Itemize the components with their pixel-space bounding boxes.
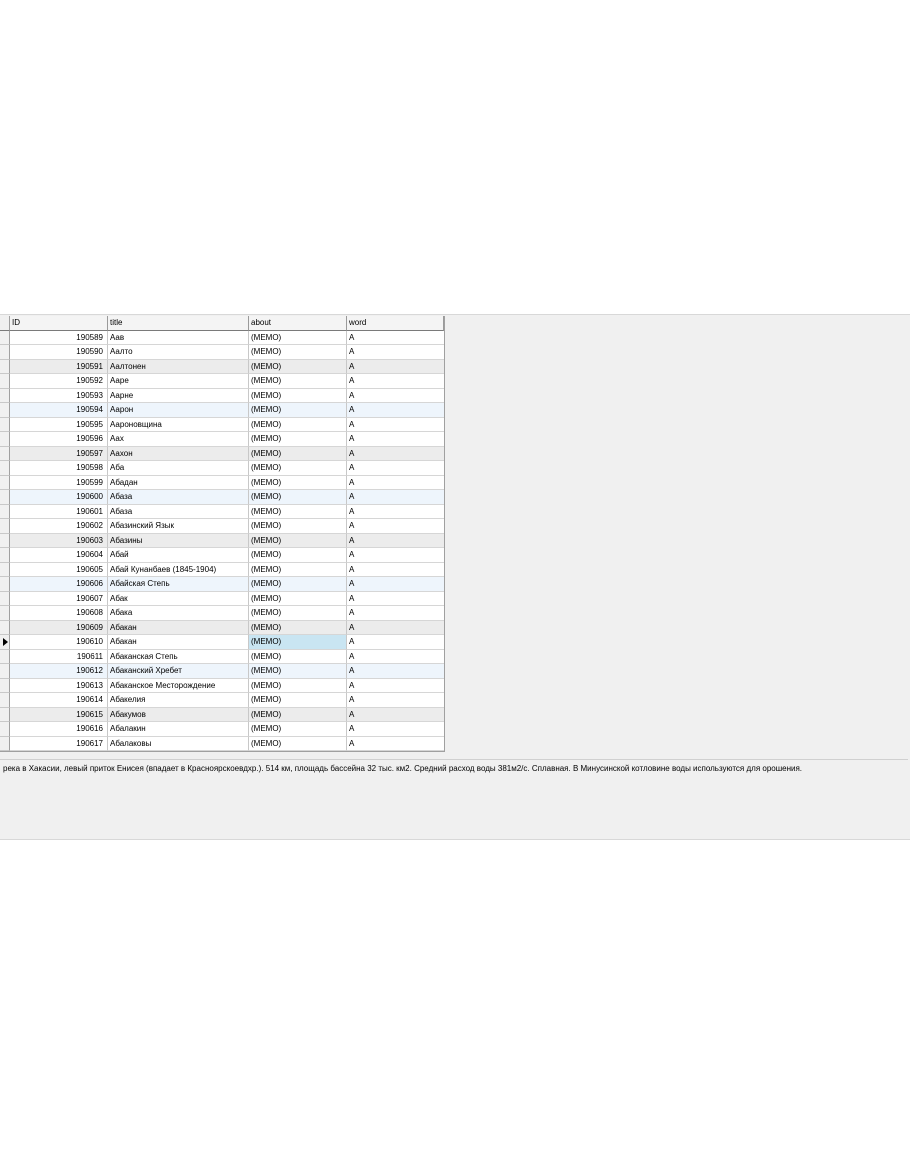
- cell-about[interactable]: (MEMO): [249, 374, 347, 389]
- cell-about[interactable]: (MEMO): [249, 418, 347, 433]
- table-row[interactable]: [0, 737, 444, 752]
- row-indicator[interactable]: [0, 635, 10, 650]
- cell-word[interactable]: А: [347, 476, 444, 491]
- cell-word[interactable]: А: [347, 592, 444, 607]
- cell-about[interactable]: (MEMO): [249, 621, 347, 636]
- cell-about[interactable]: (MEMO): [249, 345, 347, 360]
- row-indicator[interactable]: [0, 693, 10, 708]
- row-indicator[interactable]: [0, 360, 10, 375]
- cell-title[interactable]: Абакелия: [108, 693, 249, 708]
- cell-word[interactable]: А: [347, 722, 444, 737]
- table-row[interactable]: [0, 563, 444, 578]
- cell-id[interactable]: 190613: [10, 679, 108, 694]
- cell-about[interactable]: (MEMO): [249, 563, 347, 578]
- cell-title[interactable]: Абак: [108, 592, 249, 607]
- cell-word[interactable]: А: [347, 519, 444, 534]
- cell-word[interactable]: А: [347, 331, 444, 346]
- cell-word[interactable]: А: [347, 708, 444, 723]
- cell-title[interactable]: Абаканское Месторождение: [108, 679, 249, 694]
- cell-about[interactable]: (MEMO): [249, 708, 347, 723]
- cell-word[interactable]: А: [347, 664, 444, 679]
- table-row[interactable]: [0, 621, 444, 636]
- cell-title[interactable]: Абай: [108, 548, 249, 563]
- table-row[interactable]: [0, 389, 444, 404]
- cell-about[interactable]: (MEMO): [249, 679, 347, 694]
- cell-id[interactable]: 190591: [10, 360, 108, 375]
- cell-id[interactable]: 190607: [10, 592, 108, 607]
- cell-word[interactable]: А: [347, 577, 444, 592]
- cell-title[interactable]: Абакан: [108, 635, 249, 650]
- cell-about[interactable]: (MEMO): [249, 331, 347, 346]
- cell-title[interactable]: Аах: [108, 432, 249, 447]
- cell-id[interactable]: 190602: [10, 519, 108, 534]
- cell-word[interactable]: А: [347, 432, 444, 447]
- row-indicator[interactable]: [0, 519, 10, 534]
- row-indicator[interactable]: [0, 548, 10, 563]
- row-indicator[interactable]: [0, 331, 10, 346]
- cell-word[interactable]: А: [347, 447, 444, 462]
- cell-id[interactable]: 190608: [10, 606, 108, 621]
- cell-about[interactable]: (MEMO): [249, 490, 347, 505]
- cell-word[interactable]: А: [347, 374, 444, 389]
- cell-word[interactable]: А: [347, 621, 444, 636]
- table-row[interactable]: [0, 505, 444, 520]
- table-row[interactable]: [0, 418, 444, 433]
- table-row[interactable]: [0, 331, 444, 346]
- cell-id[interactable]: 190594: [10, 403, 108, 418]
- cell-word[interactable]: А: [347, 650, 444, 665]
- row-indicator[interactable]: [0, 461, 10, 476]
- cell-word[interactable]: А: [347, 461, 444, 476]
- memo-field[interactable]: река в Хакасии, левый приток Енисея (впадает в Красноярскоевдхр.). 514 км, площадь бассейна 32 тыс. км2. Средний расход воды 381м2/с. Сплавная. В Минусинской котловине воды используются для орошения.: [0, 759, 908, 838]
- cell-id[interactable]: 190612: [10, 664, 108, 679]
- cell-title[interactable]: Аалто: [108, 345, 249, 360]
- cell-title[interactable]: Абалаковы: [108, 737, 249, 752]
- cell-word[interactable]: А: [347, 548, 444, 563]
- row-indicator[interactable]: [0, 650, 10, 665]
- cell-word[interactable]: А: [347, 563, 444, 578]
- table-row[interactable]: [0, 374, 444, 389]
- cell-about[interactable]: (MEMO): [249, 432, 347, 447]
- row-indicator[interactable]: [0, 403, 10, 418]
- row-indicator[interactable]: [0, 374, 10, 389]
- cell-title[interactable]: Абазины: [108, 534, 249, 549]
- column-header-title[interactable]: title: [108, 316, 249, 331]
- table-row[interactable]: [0, 606, 444, 621]
- row-indicator[interactable]: [0, 592, 10, 607]
- cell-id[interactable]: 190611: [10, 650, 108, 665]
- cell-word[interactable]: А: [347, 737, 444, 752]
- cell-word[interactable]: А: [347, 490, 444, 505]
- cell-title[interactable]: Абаканская Степь: [108, 650, 249, 665]
- cell-id[interactable]: 190599: [10, 476, 108, 491]
- cell-word[interactable]: А: [347, 534, 444, 549]
- cell-about[interactable]: (MEMO): [249, 534, 347, 549]
- table-row[interactable]: [0, 722, 444, 737]
- cell-word[interactable]: А: [347, 418, 444, 433]
- cell-id[interactable]: 190595: [10, 418, 108, 433]
- cell-about[interactable]: (MEMO): [249, 650, 347, 665]
- cell-word[interactable]: А: [347, 635, 444, 650]
- database-window: [0, 314, 910, 840]
- cell-about[interactable]: (MEMO): [249, 737, 347, 752]
- cell-word[interactable]: А: [347, 360, 444, 375]
- cell-title[interactable]: Абаза: [108, 505, 249, 520]
- cell-id[interactable]: 190616: [10, 722, 108, 737]
- row-indicator[interactable]: [0, 505, 10, 520]
- table-row[interactable]: [0, 447, 444, 462]
- row-indicator[interactable]: [0, 722, 10, 737]
- table-row[interactable]: [0, 664, 444, 679]
- cell-about[interactable]: (MEMO): [249, 693, 347, 708]
- cell-title[interactable]: Аароновщина: [108, 418, 249, 433]
- row-indicator[interactable]: [0, 708, 10, 723]
- cell-title[interactable]: Аалтонен: [108, 360, 249, 375]
- cell-id[interactable]: 190600: [10, 490, 108, 505]
- row-indicator[interactable]: [0, 679, 10, 694]
- table-row[interactable]: [0, 592, 444, 607]
- cell-id[interactable]: 190615: [10, 708, 108, 723]
- row-indicator[interactable]: [0, 447, 10, 462]
- cell-word[interactable]: А: [347, 505, 444, 520]
- table-row[interactable]: [0, 360, 444, 375]
- grid-header-row: [0, 316, 444, 331]
- cell-about[interactable]: (MEMO): [249, 389, 347, 404]
- current-row-pointer-icon: [3, 638, 8, 646]
- cell-title[interactable]: Абакумов: [108, 708, 249, 723]
- cell-title[interactable]: Абазинский Язык: [108, 519, 249, 534]
- cell-about[interactable]: (MEMO): [249, 360, 347, 375]
- row-indicator[interactable]: [0, 345, 10, 360]
- table-row[interactable]: [0, 534, 444, 549]
- table-row[interactable]: [0, 476, 444, 491]
- row-indicator[interactable]: [0, 534, 10, 549]
- cell-title[interactable]: Аав: [108, 331, 249, 346]
- cell-word[interactable]: А: [347, 403, 444, 418]
- table-row[interactable]: [0, 577, 444, 592]
- cell-word[interactable]: А: [347, 345, 444, 360]
- row-indicator[interactable]: [0, 737, 10, 752]
- cell-title[interactable]: Абадан: [108, 476, 249, 491]
- cell-about[interactable]: (MEMO): [249, 447, 347, 462]
- row-indicator[interactable]: [0, 418, 10, 433]
- row-indicator[interactable]: [0, 490, 10, 505]
- cell-title[interactable]: Аба: [108, 461, 249, 476]
- cell-id[interactable]: 190589: [10, 331, 108, 346]
- cell-id[interactable]: 190592: [10, 374, 108, 389]
- cell-id[interactable]: 190609: [10, 621, 108, 636]
- cell-id[interactable]: 190606: [10, 577, 108, 592]
- table-row[interactable]: [0, 490, 444, 505]
- column-header-word[interactable]: word: [347, 316, 444, 331]
- cell-about[interactable]: (MEMO): [249, 722, 347, 737]
- cell-title[interactable]: Аарне: [108, 389, 249, 404]
- table-row[interactable]: [0, 650, 444, 665]
- cell-title[interactable]: Абай Кунанбаев (1845-1904): [108, 563, 249, 578]
- cell-id[interactable]: 190601: [10, 505, 108, 520]
- cell-about[interactable]: (MEMO): [249, 592, 347, 607]
- table-row[interactable]: [0, 403, 444, 418]
- cell-title[interactable]: Аарон: [108, 403, 249, 418]
- row-indicator[interactable]: [0, 621, 10, 636]
- cell-about[interactable]: (MEMO): [249, 548, 347, 563]
- table-row[interactable]: [0, 635, 444, 650]
- cell-about[interactable]: (MEMO): [249, 606, 347, 621]
- cell-title[interactable]: Абаза: [108, 490, 249, 505]
- cell-about[interactable]: (MEMO): [249, 403, 347, 418]
- table-row[interactable]: [0, 432, 444, 447]
- cell-id[interactable]: 190603: [10, 534, 108, 549]
- row-indicator[interactable]: [0, 577, 10, 592]
- cell-about[interactable]: (MEMO): [249, 519, 347, 534]
- cell-id[interactable]: 190605: [10, 563, 108, 578]
- cell-id[interactable]: 190596: [10, 432, 108, 447]
- cell-title[interactable]: Аахон: [108, 447, 249, 462]
- cell-about[interactable]: (MEMO): [249, 476, 347, 491]
- cell-word[interactable]: А: [347, 693, 444, 708]
- cell-id[interactable]: 190614: [10, 693, 108, 708]
- cell-id[interactable]: 190617: [10, 737, 108, 752]
- cell-title[interactable]: Абайская Степь: [108, 577, 249, 592]
- row-indicator[interactable]: [0, 432, 10, 447]
- row-indicator[interactable]: [0, 476, 10, 491]
- table-row[interactable]: [0, 693, 444, 708]
- table-row[interactable]: [0, 519, 444, 534]
- row-indicator[interactable]: [0, 563, 10, 578]
- cell-id[interactable]: 190593: [10, 389, 108, 404]
- row-indicator[interactable]: [0, 389, 10, 404]
- table-row[interactable]: [0, 548, 444, 563]
- table-row[interactable]: [0, 461, 444, 476]
- cell-title[interactable]: Абаканский Хребет: [108, 664, 249, 679]
- table-row[interactable]: [0, 679, 444, 694]
- cell-word[interactable]: А: [347, 606, 444, 621]
- cell-about[interactable]: (MEMO): [249, 577, 347, 592]
- column-header-id[interactable]: ID: [10, 316, 108, 331]
- cell-title[interactable]: Ааре: [108, 374, 249, 389]
- table-row[interactable]: [0, 345, 444, 360]
- cell-id[interactable]: 190610: [10, 635, 108, 650]
- cell-about[interactable]: (MEMO): [249, 461, 347, 476]
- cell-about[interactable]: (MEMO): [249, 664, 347, 679]
- cell-title[interactable]: Абакан: [108, 621, 249, 636]
- cell-title[interactable]: Абалакин: [108, 722, 249, 737]
- cell-about[interactable]: (MEMO): [249, 635, 347, 650]
- data-grid[interactable]: [0, 316, 445, 752]
- grid-body: [0, 331, 444, 752]
- cell-about[interactable]: (MEMO): [249, 505, 347, 520]
- row-indicator[interactable]: [0, 606, 10, 621]
- column-header-about[interactable]: about: [249, 316, 347, 331]
- cell-id[interactable]: 190598: [10, 461, 108, 476]
- row-indicator[interactable]: [0, 664, 10, 679]
- cell-word[interactable]: А: [347, 679, 444, 694]
- table-row[interactable]: [0, 708, 444, 723]
- cell-word[interactable]: А: [347, 389, 444, 404]
- header-indicator-cell: [0, 316, 10, 331]
- cell-id[interactable]: 190590: [10, 345, 108, 360]
- cell-id[interactable]: 190604: [10, 548, 108, 563]
- cell-title[interactable]: Абака: [108, 606, 249, 621]
- cell-id[interactable]: 190597: [10, 447, 108, 462]
